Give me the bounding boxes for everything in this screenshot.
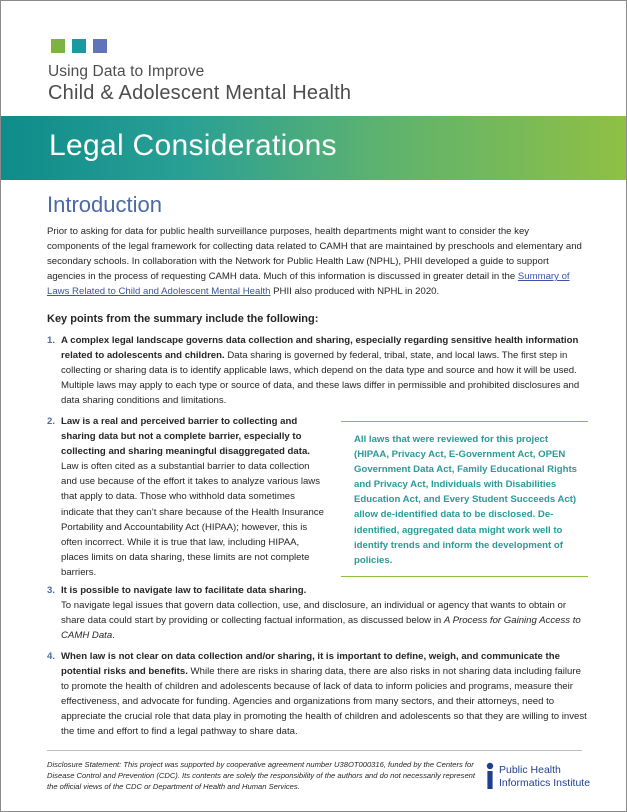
item-body: To navigate legal issues that govern data collection, use, and disclosure, an individual or agency that wants to obtain or share data could start by providing or collecting factual information, as discussed below in <box>61 600 567 627</box>
item-number: 1. <box>47 335 56 346</box>
series-title <box>48 62 351 105</box>
logo-text <box>499 764 590 789</box>
item-body: While there are risks in sharing data, there are also risks in not sharing data including failure to promote the health of children and adolescents because of lack of data to inform policies and programs, measure their effectiveness, and advocate for funding. Agencies and organizations from many sectors, and their attorneys, need to appreciate the crucial role that data play in promoting the health of children and adolescents so that they are willing to invest the time and effort to find a legal pathway to share data. <box>61 666 587 738</box>
intro-text-before: Prior to asking for data for public health surveillance purposes, health departments might want to consider the key components of the legal framework for collecting data related to CAMH that are maintained by preschools and elementary and secondary schools. In collaboration with the Network for Public Health Law (NPHL), PHII developed a guide to support agencies in the process of requesting CAMH data. Much of this information is discussed in greater detail in the <box>47 226 582 283</box>
callout-text: All laws that were reviewed for this project (HIPAA, Privacy Act, E-Government Act, OPEN Government Data Act, Family Educational Rights and Privacy Act, Individuals with Disabilities Education Act, and Every Student Succeeds Act) allow de-identified data to be disclosed. De-identified, aggregated data might work well to identify trends and inform the development of policies. <box>354 434 578 566</box>
logo-line2: Informatics Institute <box>499 776 591 789</box>
key-points-heading: Key points from the summary include the following: <box>47 313 319 325</box>
intro-text-after: PHII also produced with NPHL in 2020. <box>270 286 440 298</box>
callout-box <box>341 421 588 577</box>
item-number: 3. <box>47 585 56 596</box>
item-number: 2. <box>47 416 56 427</box>
blue-square <box>93 39 107 53</box>
teal-square <box>72 39 86 53</box>
item-end: . <box>112 630 115 642</box>
series-title-line1: Using Data to Improve <box>48 63 205 80</box>
green-square <box>51 39 65 53</box>
item-body: Law is often cited as a substantial barrier to data collection and use because of the effort it takes to analyze various laws that apply to data. Those who withhold data sometimes indicate that they can’t share because of the Health Insurance Portability and Accountability Act (HIPAA); however, this is often incorrect. While it is true that law, including HIPAA, places limits on data sharing, these limits are not complete barriers. <box>61 461 324 578</box>
item-bold: Law is a real and perceived barrier to collecting and sharing data but not a complete barrier, especially to collecting and sharing meaningful disaggregated data. <box>61 416 310 458</box>
brand-squares <box>51 39 107 53</box>
phii-logo <box>485 762 605 792</box>
item-bold: When law is not clear on data collection and/or sharing, it is important to define, weigh, and communicate the potential risks and benefits. <box>61 651 560 678</box>
item-body: Data sharing is governed by federal, tribal, state, and local laws. The first step in collecting or sharing data is to identify applicable laws, which depend on the data type and source and how it will be used. Multiple laws may apply to each type or source of data, and these laws differ in permissible and prohibited disclosures and data sharing conditions and limitations. <box>61 350 580 407</box>
phii-i-icon <box>485 762 495 790</box>
footer-divider <box>47 750 582 751</box>
item-text <box>61 333 588 408</box>
series-title-line2: Child & Adolescent Mental Health <box>48 82 352 104</box>
item-bold: A complex legal landscape governs data collection and sharing, especially regarding sensitive health information related to adolescents and children. <box>61 335 579 362</box>
logo-line1: Public Health <box>499 764 561 776</box>
title-banner <box>1 116 626 180</box>
item-text <box>61 583 588 643</box>
item-number: 4. <box>47 651 56 662</box>
summary-of-laws-link[interactable]: Summary of Laws Related to Child and Adolescent Mental Health <box>47 271 570 298</box>
disclosure-statement: Disclosure Statement: This project was supported by cooperative agreement number U38OT000316, funded by the Centers for Disease Control and Prevention (CDC). Its contents are solely the responsibility of the authors and do not necessarily represent the official views of the CDC or Department of Health and Human Services. <box>47 760 476 791</box>
introduction-paragraph <box>47 224 582 299</box>
item-bold: It is possible to navigate law to facilitate data sharing. <box>61 585 307 596</box>
page-title: Legal Considerations <box>49 129 337 162</box>
item-text <box>61 649 588 740</box>
introduction-heading: Introduction <box>47 192 162 217</box>
item-italic: A Process for Gaining Access to CAMH Data <box>61 615 581 642</box>
item-text <box>61 414 325 580</box>
